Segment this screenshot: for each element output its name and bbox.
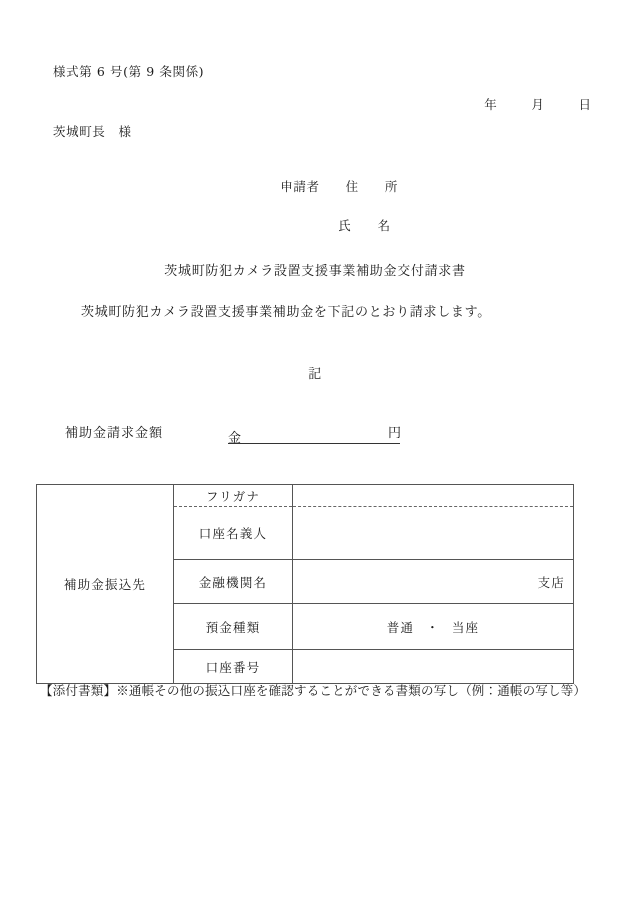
deposit-option-current[interactable]: 当座 [451,619,480,635]
row-label-account-holder: 口座名義人 [174,507,293,560]
row-label-furigana: フリガナ [174,485,293,507]
deposit-separator: ・ [426,619,440,635]
bank-table-merged-label: 補助金振込先 [37,485,174,684]
body-text: 茨城町防犯カメラ設置支援事業補助金を下記のとおり請求します。 [81,305,491,320]
amount-currency-prefix: 金 [228,431,243,446]
date-line [466,86,592,124]
applicant-name-label: 氏 名 [338,217,391,233]
date-month-label: 月 [531,96,545,112]
date-day-label: 日 [578,96,592,112]
deposit-option-ordinary[interactable]: 普通 [386,619,415,635]
table-row [37,485,574,507]
amount-unit: 円 [388,426,402,441]
applicant-name-row [320,207,391,245]
ki-marker: 記 [308,367,322,382]
applicant-address-row [262,168,398,206]
form-number: 様式第 6 号(第 9 条関係) [53,64,205,79]
applicant-label: 申請者 [280,178,320,194]
row-value-account-number[interactable] [293,650,574,684]
amount-input-line[interactable] [228,427,400,444]
applicant-address-label: 住 所 [345,178,399,194]
bank-transfer-table [36,484,574,684]
row-value-account-holder[interactable] [293,507,574,560]
row-label-bank-name: 金融機関名 [174,560,293,604]
row-label-deposit-type: 預金種類 [174,604,293,650]
row-value-bank-name[interactable]: 支店 [293,560,574,604]
row-value-deposit-type[interactable] [293,604,574,650]
page-title: 茨城町防犯カメラ設置支援事業補助金交付請求書 [164,264,466,279]
amount-label: 補助金請求金額 [65,426,164,441]
row-label-account-number: 口座番号 [174,650,293,684]
row-value-furigana[interactable] [293,485,574,507]
date-year-label: 年 [484,96,498,112]
addressee: 茨城町長 様 [53,124,132,139]
attachment-note: 【添付書類】※通帳その他の振込口座を確認することができる書類の写し（例：通帳の写し等） [40,683,587,698]
